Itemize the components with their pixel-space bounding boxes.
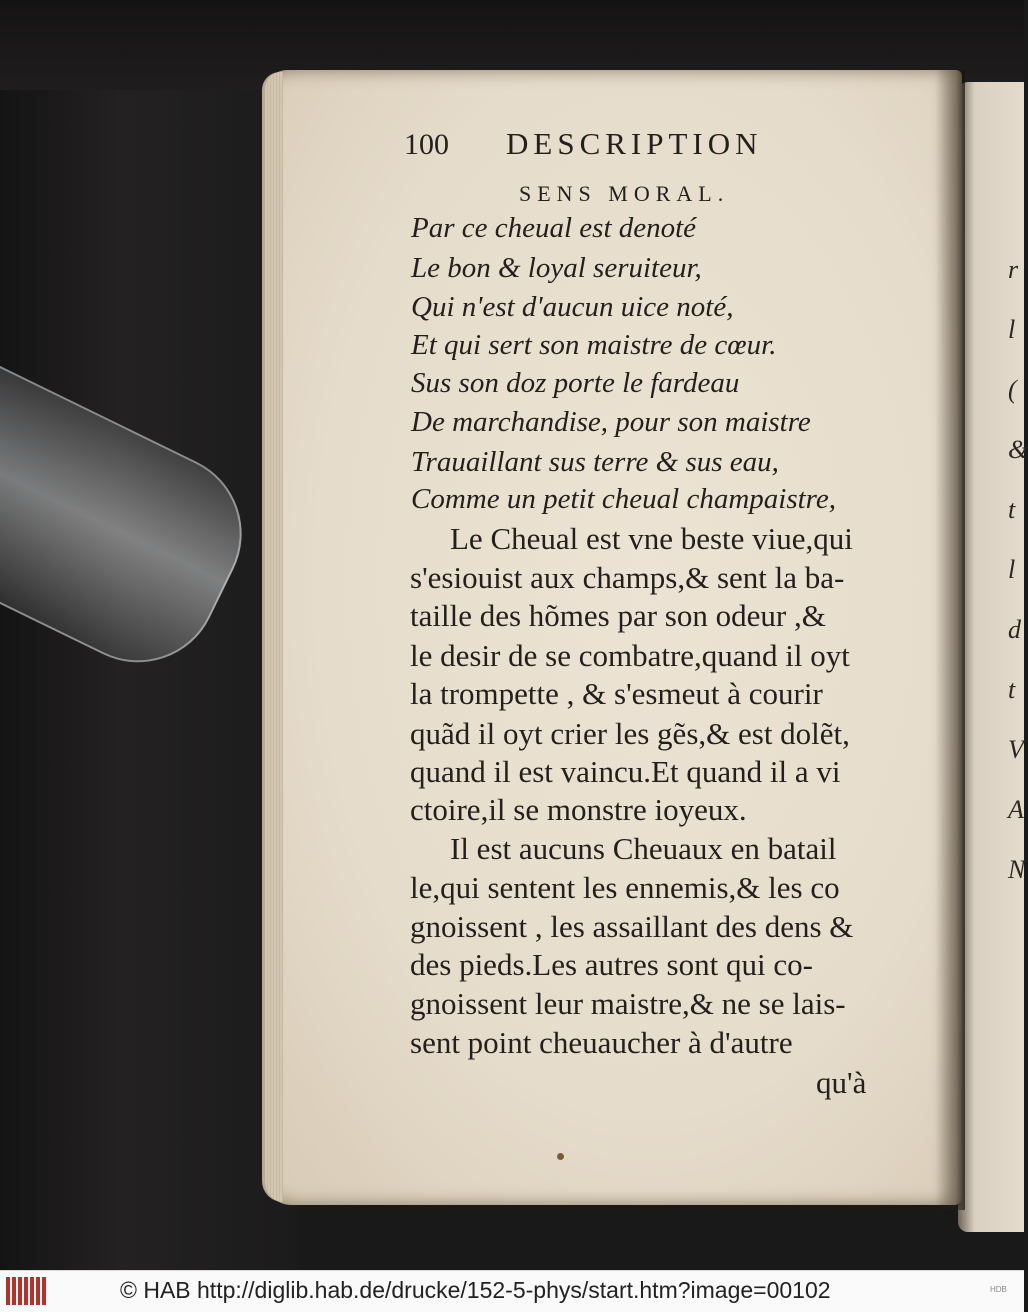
footer-bar (0, 1270, 1024, 1312)
facing-letter: d (1008, 615, 1021, 644)
facing-letter: ( (1008, 375, 1017, 404)
prose-line: s'esiouist aux champs,& sent la ba- (410, 560, 845, 595)
catchword: qu'à (816, 1065, 867, 1100)
facing-letter: t (1008, 675, 1016, 704)
facing-letter: r (1008, 255, 1019, 284)
prose-line: la trompette , & s'esmeut à courir (410, 676, 823, 711)
facing-letter: l (1008, 555, 1016, 584)
prose-line: quand il est vaincu.Et quand il a vi (410, 754, 841, 789)
verse-line: Trauaillant sus terre & sus eau, (411, 446, 779, 478)
facing-letter: V (1008, 735, 1024, 764)
prose-line: le,qui sentent les ennemis,& les co (410, 870, 840, 905)
hab-logo-icon (6, 1277, 46, 1305)
prose-line: des pieds.Les autres sont qui co- (410, 947, 813, 982)
prose-line: gnoissent leur maistre,& ne se lais- (410, 986, 846, 1021)
verse-line: Et qui sert son maistre de cœur. (411, 329, 777, 361)
verse-line: De marchandise, pour son maistre (411, 406, 811, 438)
prose-line: ctoire,il se monstre ioyeux. (410, 792, 747, 827)
facing-letter: l (1008, 315, 1016, 344)
verse-line: Par ce cheual est denoté (411, 212, 697, 244)
book-gutter-shadow (935, 70, 965, 1210)
prose-line: quãd il oyt crier les gẽs,& est dolẽt, (410, 716, 850, 751)
corner-mark: HDB (990, 1285, 1007, 1294)
page-stack-edge (262, 72, 283, 1202)
facing-letter: A (1008, 795, 1024, 824)
section-heading: SENS MORAL. (519, 181, 730, 206)
copyright-link[interactable]: © HAB http://diglib.hab.de/drucke/152-5-phys/start.htm?image=00102 (120, 1277, 831, 1303)
verse-line: Qui n'est d'aucun uice noté, (411, 291, 734, 323)
facing-letter: N (1008, 855, 1026, 884)
running-head: DESCRIPTION (506, 126, 763, 161)
page-mark (557, 1153, 564, 1160)
prose-line: Il est aucuns Cheuaux en batail (450, 831, 837, 866)
prose-line: taille des hõmes par son odeur ,& (410, 598, 826, 633)
prose-line: le desir de se combatre,quand il oyt (410, 638, 850, 673)
prose-line: Le Cheual est vne beste viue,qui (450, 521, 853, 556)
prose-line: gnoissent , les assaillant des dens & (410, 909, 854, 944)
facing-letter: & (1008, 435, 1028, 464)
prose-line: sent point cheuaucher à d'autre (410, 1025, 793, 1060)
page-number: 100 (404, 128, 449, 161)
verse-line: Le bon & loyal seruiteur, (411, 252, 702, 284)
verse-line: Sus son doz porte le fardeau (411, 367, 740, 399)
facing-letter: t (1008, 495, 1016, 524)
facing-page-letters (1008, 240, 1028, 900)
verse-line: Comme un petit cheual champaistre, (411, 483, 836, 515)
